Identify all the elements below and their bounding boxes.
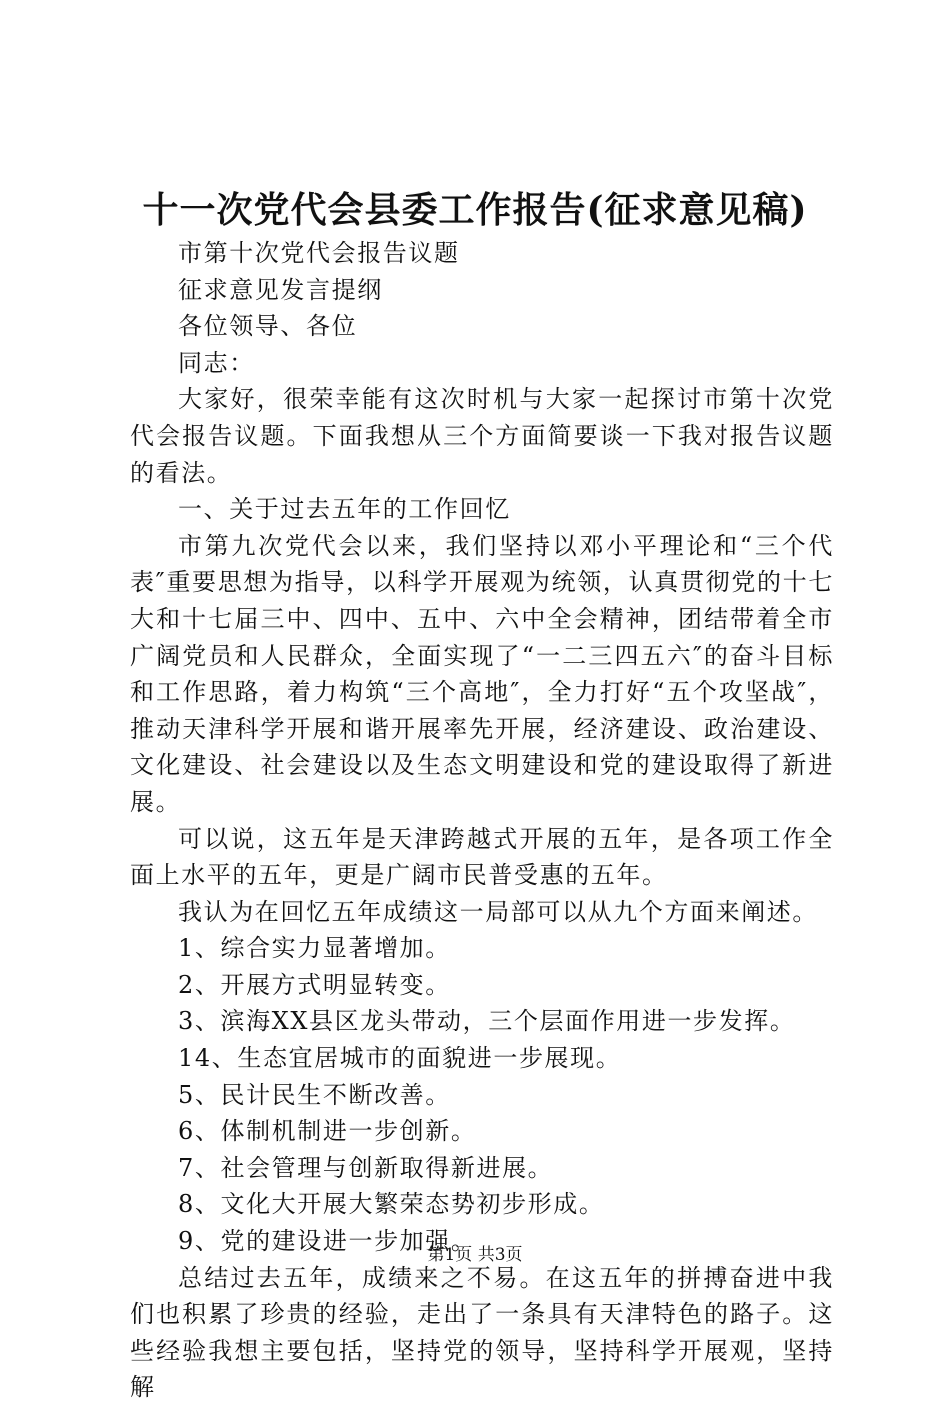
list-item: 8、文化大开展大繁荣态势初步形成。 [178,1190,605,1219]
paragraph: 市第十次党代会报告议题 [178,239,460,267]
paragraph: 大家好，很荣幸能有这次时机与大家一起探讨市第十次党代会报告议题。下面我想从三个方面简要谈一下我对报告议题的看法。 [130,385,834,487]
list-item: 5、民计民生不断改善。 [178,1080,451,1109]
paragraph: 征求意见发言提纲 [178,275,383,304]
list-item: 3、滨海XX县区龙头带动，三个层面作用进一步发挥。 [178,1007,796,1036]
list-item: 9、党的建设进一步加强。 [178,1227,477,1256]
paragraph: 可以说，这五年是天津跨越式开展的五年，是各项工作全面上水平的五年，更是广阔市民普受惠的五年。 [130,824,834,890]
list-item: 2、开展方式明显转变。 [178,970,451,999]
list-item: 14、生态宜居城市的面貌进一步展现。 [178,1044,622,1073]
page-footer: 第1页 共3页 [427,1245,523,1265]
list-item: 6、体制机制进一步创新。 [178,1117,477,1146]
paragraph: 市第九次党代会以来，我们坚持以邓小平理论和“三个代表″重要思想为指导，以科学开展观为统领，认真贯彻党的十七大和十七届三中、四中、五中、六中全会精神，团结带着全市广阔党员和人民群众，全面实现了“一二三四五六″的奋斗目标和工作思路，着力构筑“三个高地″，全力打好“五个攻坚战″，推动天津科学开展和谐开展率先开展，经济建设、政治建设、文化建设、社会建设以及生态文明建设和党的建设取得了新进展。 [130,531,834,816]
paragraph: 同志： [178,348,255,377]
paragraph: 各位领导、各位 [178,312,358,341]
page-title: 十一次党代会县委工作报告(征求意见稿) [142,189,808,231]
list-item: 1、综合实力显著增加。 [178,934,451,963]
document-body [130,235,834,1406]
section-heading: 一、关于过去五年的工作回忆 [178,495,511,524]
list-item: 7、社会管理与创新取得新进展。 [178,1153,554,1182]
paragraph: 总结过去五年，成绩来之不易。在这五年的拼搏奋进中我们也积累了珍贵的经验，走出了一条具有天津特色的路子。这些经验我想主要包括，坚持党的领导，坚持科学开展观，坚持解 [130,1263,834,1402]
paragraph: 我认为在回忆五年成绩这一局部可以从九个方面来阐述。 [178,897,818,926]
